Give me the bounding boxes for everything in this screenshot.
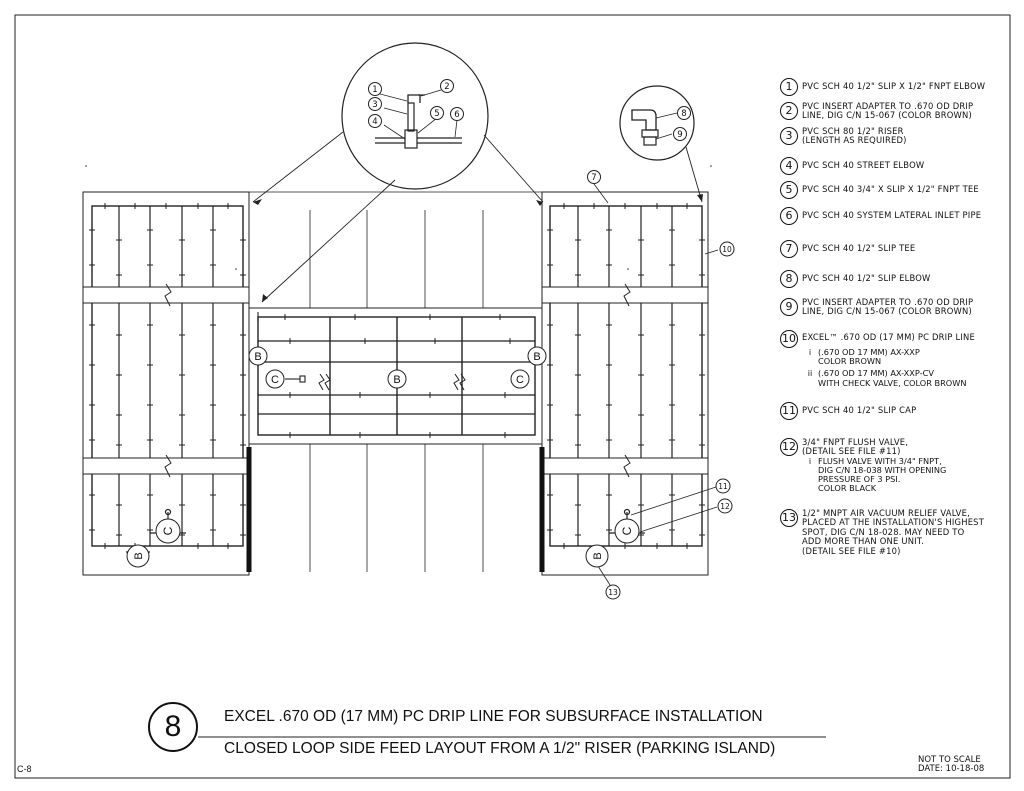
legend-number: 12	[780, 438, 798, 456]
legend-sub-items	[802, 348, 966, 388]
legend-item-8	[780, 270, 931, 288]
legend-text: PVC SCH 40 SYSTEM LATERAL INLET PIPE	[802, 210, 982, 220]
legend-text: PVC SCH 40 1/2" SLIP TEE	[802, 243, 916, 253]
legend-number: 8	[780, 270, 798, 288]
sheet-label: C-8	[17, 764, 32, 774]
legend-item-12	[780, 438, 946, 494]
subitem-text: (.670 OD 17 MM) AX-XXP-CV WITH CHECK VALVE, COLOR BROWN	[818, 368, 967, 388]
right-island	[542, 192, 708, 575]
legend-number: 4	[780, 157, 798, 175]
b-valve-right: B	[592, 552, 604, 560]
legend-item-6	[780, 207, 981, 225]
callout-11: 11	[718, 482, 728, 491]
legend-subitem-10-i	[802, 348, 966, 366]
valve-labels	[133, 351, 634, 560]
legend-item-4	[780, 157, 924, 175]
roman-marker: i	[808, 455, 812, 466]
b-valve-center: B	[393, 374, 401, 386]
legend-item-5	[780, 181, 979, 199]
c-valve-left-mid: C	[271, 374, 279, 386]
legend-item-7	[780, 240, 915, 258]
b-valve-left-mid: B	[254, 351, 262, 363]
leaders	[594, 184, 718, 585]
c-valve-left: C	[161, 526, 175, 536]
b-valve-right-mid: B	[533, 351, 541, 363]
callout-2: 2	[444, 82, 450, 92]
callout-10: 10	[722, 245, 732, 254]
legend-text: PVC SCH 40 3/4" X SLIP X 1/2" FNPT TEE	[802, 184, 979, 194]
riser-detail-bubble	[253, 43, 543, 302]
callout-13: 13	[608, 588, 618, 597]
legend-item-10	[780, 330, 975, 388]
roman-marker: i	[808, 347, 812, 357]
legend-text: PVC SCH 40 STREET ELBOW	[802, 160, 925, 170]
legend-text: 1/2" MNPT AIR VACUUM RELIEF VALVE, PLACED AT THE INSTALLATION'S HIGHEST SPOT, DIG C/N 18-028. MAY NEED TO ADD MORE THAN ONE UNIT. (DETAIL SEE FILE #10)	[802, 508, 985, 556]
c-valve-right: C	[620, 526, 634, 536]
callout-8: 8	[681, 109, 687, 119]
detail-number: 8	[148, 702, 198, 752]
legend-text: PVC SCH 40 1/2" SLIP CAP	[802, 405, 917, 415]
c-valve-right-mid: C	[516, 374, 524, 386]
legend-text: 3/4" FNPT FLUSH VALVE, (DETAIL SEE FILE #11)	[802, 437, 909, 457]
title-line-1: EXCEL .670 OD (17 MM) PC DRIP LINE FOR SUBSURFACE INSTALLATION	[224, 708, 763, 725]
legend-text: EXCEL™ .670 OD (17 MM) PC DRIP LINE	[802, 332, 975, 342]
legend-number: 1	[780, 78, 798, 96]
legend-number: 2	[780, 102, 798, 120]
legend-number: 3	[780, 127, 798, 145]
legend-number: 7	[780, 240, 798, 258]
legend-subitem-12-i	[802, 457, 946, 494]
callout-4: 4	[372, 117, 378, 127]
callout-1: 1	[372, 85, 378, 95]
legend-item-1	[780, 78, 985, 96]
legend-text: PVC INSERT ADAPTER TO .670 OD DRIP LINE, DIG C/N 15-067 (COLOR BROWN)	[802, 101, 974, 121]
legend-text: PVC INSERT ADAPTER TO .670 OD DRIP LINE, DIG C/N 15-067 (COLOR BROWN)	[802, 297, 974, 317]
elbow-detail-bubble	[620, 86, 703, 202]
legend-item-3	[780, 127, 907, 146]
middle-valves	[258, 312, 305, 382]
legend-number: 5	[780, 181, 798, 199]
legend-text: PVC SCH 80 1/2" RISER (LENGTH AS REQUIRED)	[802, 126, 907, 146]
legend-number: 11	[780, 402, 798, 420]
legend-item-11	[780, 402, 916, 420]
b-valve-left: B	[133, 552, 145, 560]
legend-item-2	[780, 102, 973, 121]
legend-text: PVC SCH 40 1/2" SLIP X 1/2" FNPT ELBOW	[802, 81, 986, 91]
callout-9: 9	[677, 130, 683, 140]
legend-number: 10	[780, 330, 798, 348]
scale-date-note: NOT TO SCALE DATE: 10-18-08	[918, 755, 985, 774]
callout-5: 5	[434, 109, 440, 119]
legend-subitem-10-ii	[802, 369, 966, 387]
subitem-text: (.670 OD 17 MM) AX-XXP COLOR BROWN	[818, 347, 920, 367]
legend-number: 13	[780, 509, 798, 527]
callout-12: 12	[720, 502, 730, 511]
legend-item-13	[780, 509, 984, 556]
legend-item-9	[780, 298, 973, 317]
callout-7: 7	[591, 173, 597, 183]
left-island	[83, 192, 249, 575]
legend-text: PVC SCH 40 1/2" SLIP ELBOW	[802, 273, 931, 283]
legend-number: 6	[780, 207, 798, 225]
subitem-text: FLUSH VALVE WITH 3/4" FNPT, DIG C/N 18-038 WITH OPENING PRESSURE OF 3 PSI. COLOR BLACK	[818, 455, 947, 494]
legend-number: 9	[780, 298, 798, 316]
legend-sub-items	[802, 457, 946, 494]
title-line-2: CLOSED LOOP SIDE FEED LAYOUT FROM A 1/2" RISER (PARKING ISLAND)	[224, 740, 776, 757]
callout-6: 6	[454, 110, 460, 120]
roman-marker: ii	[807, 368, 813, 379]
callout-3: 3	[372, 100, 378, 110]
